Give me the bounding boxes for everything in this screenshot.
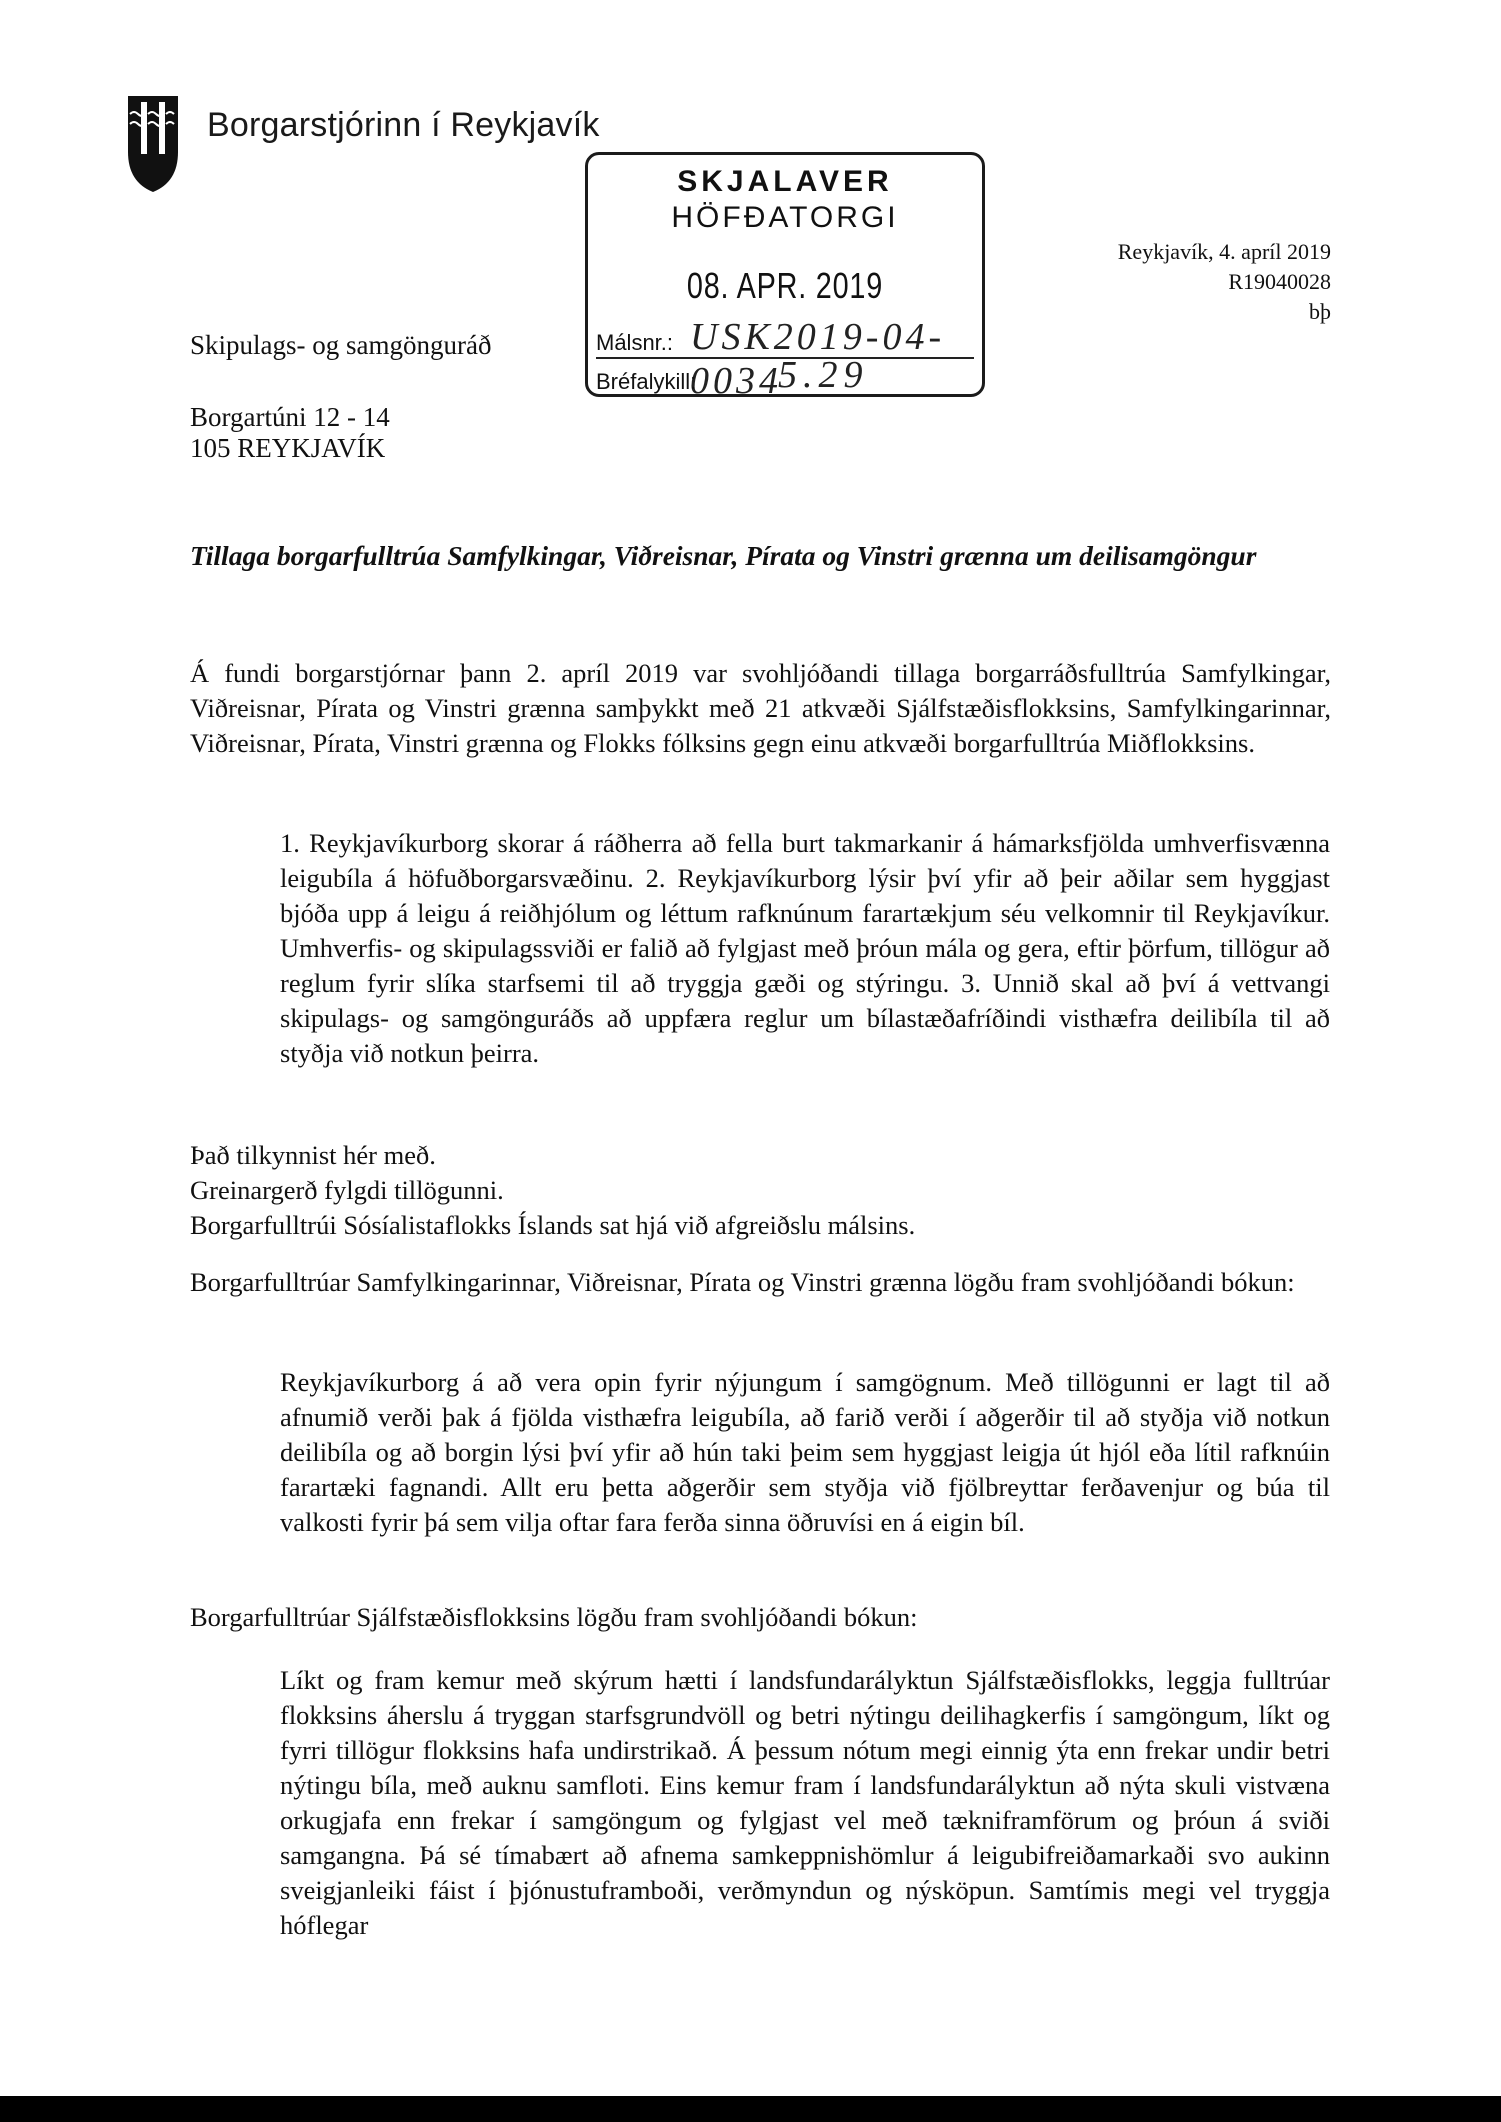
stamp-case-number-value: USK2019-04-0034 — [690, 316, 946, 402]
stamp-file-key-label: Bréfalykill: — [596, 369, 697, 394]
resolution-text: 1. Reykjavíkurborg skorar á ráðherra að fella burt takmarkanir á hámarksfjölda umhverfisvænna leigubíla á höfuðborgarsvæðinu. 2. Reykjavíkurborg lýsir því yfir að þeir aðilar sem hyggjast bjóða upp á leigu á reiðhjólum og léttum rafknúnum farartækjum séu velkomnir til Reykjavíkur. Umhverfis- og skipulagssviði er falið að fylgjast með þróun mála og gera, eftir þörfum, tillögur að reglum fyrir slíka starfsemi til að tryggja gæði og stýringu. 3. Unnið skal að því á vettvangi skipulags- og samgönguráðs að uppfæra reglur um bílastæðafríðindi visthæfra deilibíla til að styðja við notkun þeirra. — [280, 828, 1330, 1068]
stamp-received-date: 08. APR. 2019 — [686, 265, 884, 306]
recipient-city: 105 REYKJAVÍK — [190, 433, 386, 463]
stamp-archive-location: HÖFÐATORGI — [671, 201, 899, 234]
letter-title: Tillaga borgarfulltrúa Samfylkingar, Viðreisnar, Pírata og Vinstri grænna um deilisamgöngur — [190, 540, 1257, 571]
organization-name: Borgarstjórinn í Reykjavík — [207, 106, 600, 144]
statement-intro: Borgarfulltrúar Samfylkingarinnar, Viðreisnar, Pírata og Vinstri grænna lögðu fram svohljóðandi bókun: — [190, 1267, 1295, 1297]
recipient-name: Skipulags- og samgönguráð — [190, 330, 492, 360]
notice-line: Borgarfulltrúi Sósíalistaflokks Íslands sat hjá við afgreiðslu málsins. — [190, 1210, 916, 1240]
statement-intro: Borgarfulltrúar Sjálfstæðisflokksins lögðu fram svohljóðandi bókun: — [190, 1602, 918, 1632]
scan-border — [0, 2096, 1501, 2122]
intro-paragraph: Á fundi borgarstjórnar þann 2. apríl 2019 var svohljóðandi tillaga borgarráðsfulltrúa Samfylkingar, Viðreisnar, Pírata og Vinstri grænna samþykkt með 21 atkvæði Sjálfstæðisflokksins, Samfylkingarinnar, Viðreisnar, Pírata, Vinstri grænna og Flokks fólksins gegn einu atkvæði borgarfulltrúa Miðflokksins. — [190, 658, 1331, 758]
notice-line: Það tilkynnist hér með. — [190, 1140, 436, 1170]
statement-text: Reykjavíkurborg á að vera opin fyrir nýjungum í samgögnum. Með tillögunni er lagt til að afnumið verði þak á fjölda visthæfra leigubíla, að farið verði í aðgerðir til að styðja við notkun deilibíla og að borgin lýsi því yfir að hún taki þeim sem hyggjast leigja út hjól eða lítil rafknúin farartæki fagnandi. Allt eru þetta aðgerðir sem styðja við fjölbreyttar ferðavenjur og búa til valkosti fyrir þá sem vilja oftar fara ferða sinna öðruvísi en á eigin bíl. — [280, 1367, 1330, 1537]
letter-date: Reykjavík, 4. apríl 2019 — [1117, 239, 1331, 264]
statement-text: Líkt og fram kemur með skýrum hætti í landsfundarályktun Sjálfstæðisflokks, leggja fulltrúar flokksins áherslu á tryggan starfsgrundvöll og betri nýtingu deilihagkerfis í samgöngum, líkt og fyrri tillögur flokksins hafa undirstrikað. Á þessum nótum megi einnig ýta enn frekar undir betri nýtingu bíla, með auknu samfloti. Eins kemur fram í landsfundarályktun að nýta skuli vistvæna orkugjafa enn frekar í samgöngum og fylgjast vel með tækniframförum og þróun á sviði samgangna. Þá sé tímabært að afnema samkeppnishömlur á leigubifreiðamarkaði svo aukinn sveigjanleiki fáist í þjónustuframboði, verðmyndun og nýsköpun. Samtímis megi vel tryggja hóflegar — [280, 1665, 1330, 1940]
stamp-case-number-label: Málsnr.: — [596, 330, 674, 355]
reference-number: R19040028 — [1228, 269, 1331, 294]
stamp-archive-name: SKJALAVER — [677, 165, 893, 198]
notice-line: Greinargerð fylgdi tillögunni. — [190, 1175, 504, 1205]
recipient-street: Borgartúni 12 - 14 — [190, 402, 390, 432]
archive-stamp — [585, 152, 985, 402]
author-initials: bþ — [1309, 299, 1331, 324]
stamp-file-key-value: 5.29 — [778, 354, 869, 396]
reykjavik-crest-icon — [126, 94, 180, 194]
